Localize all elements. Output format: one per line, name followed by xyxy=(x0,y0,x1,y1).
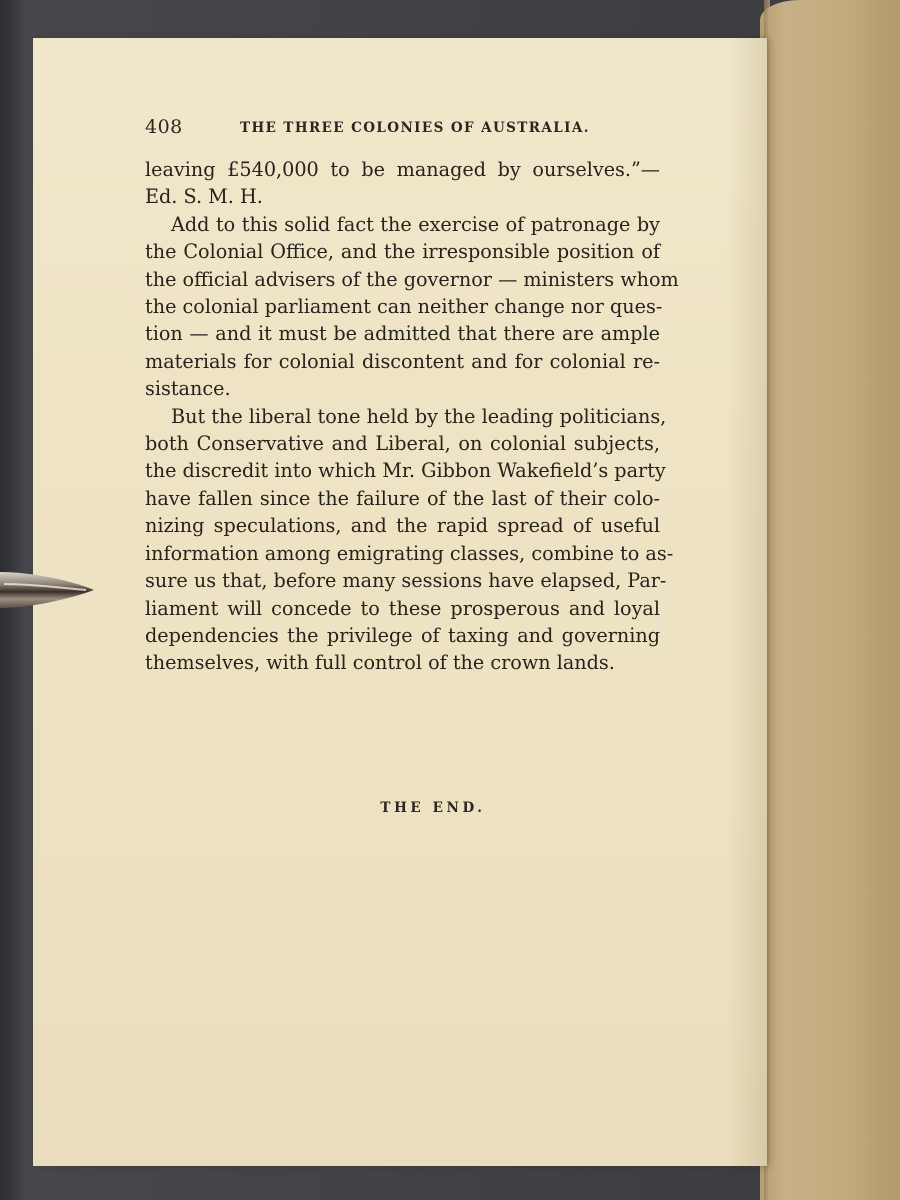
text-line: dependencies the privilege of taxing and governing xyxy=(145,623,660,647)
running-head xyxy=(145,116,700,144)
the-end-text: THE END. xyxy=(380,800,486,816)
metal-clip-icon xyxy=(0,566,96,612)
text-line: leaving £540,000 to be managed by ourselves.”— xyxy=(145,158,660,181)
text-line: sure us that, before many sessions have elapsed, Par- xyxy=(145,569,667,593)
text-line: information among emigrating classes, combine to as- xyxy=(145,541,674,565)
book-page xyxy=(33,38,767,1166)
page-number: 408 xyxy=(145,116,183,138)
paragraph xyxy=(145,211,679,403)
text-line: both Conservative and Liberal, on colonial subjects, xyxy=(145,432,660,456)
text-line: Ed. S. M. H. xyxy=(145,185,263,209)
text-line: the discredit into which Mr. Gibbon Wakefield’s party xyxy=(145,459,666,483)
running-head-title: THE THREE COLONIES OF AUSTRALIA. xyxy=(240,120,590,136)
paragraph xyxy=(145,156,660,211)
text-line: liament will concede to these prosperous and loyal xyxy=(145,596,660,620)
paragraph xyxy=(145,403,674,677)
text-line: sistance. xyxy=(145,377,231,401)
text-line: materials for colonial discontent and for colonial re- xyxy=(145,349,660,373)
text-line: Add to this solid fact the exercise of patronage by xyxy=(171,212,660,236)
text-line: nizing speculations, and the rapid spread of useful xyxy=(145,514,660,538)
text-line: the colonial parliament can neither change nor ques- xyxy=(145,295,663,319)
text-line: themselves, with full control of the crown lands. xyxy=(145,651,615,675)
text-line: the Colonial Office, and the irresponsible position of xyxy=(145,240,660,264)
text-line: the official advisers of the governor — ministers whom xyxy=(145,267,679,291)
text-line: But the liberal tone held by the leading politicians, xyxy=(171,404,667,428)
text-line: tion — and it must be admitted that there are ample xyxy=(145,322,660,346)
adjacent-page xyxy=(760,0,900,1200)
body-text xyxy=(145,156,679,677)
text-line: have fallen since the failure of the last of their colo- xyxy=(145,486,660,510)
